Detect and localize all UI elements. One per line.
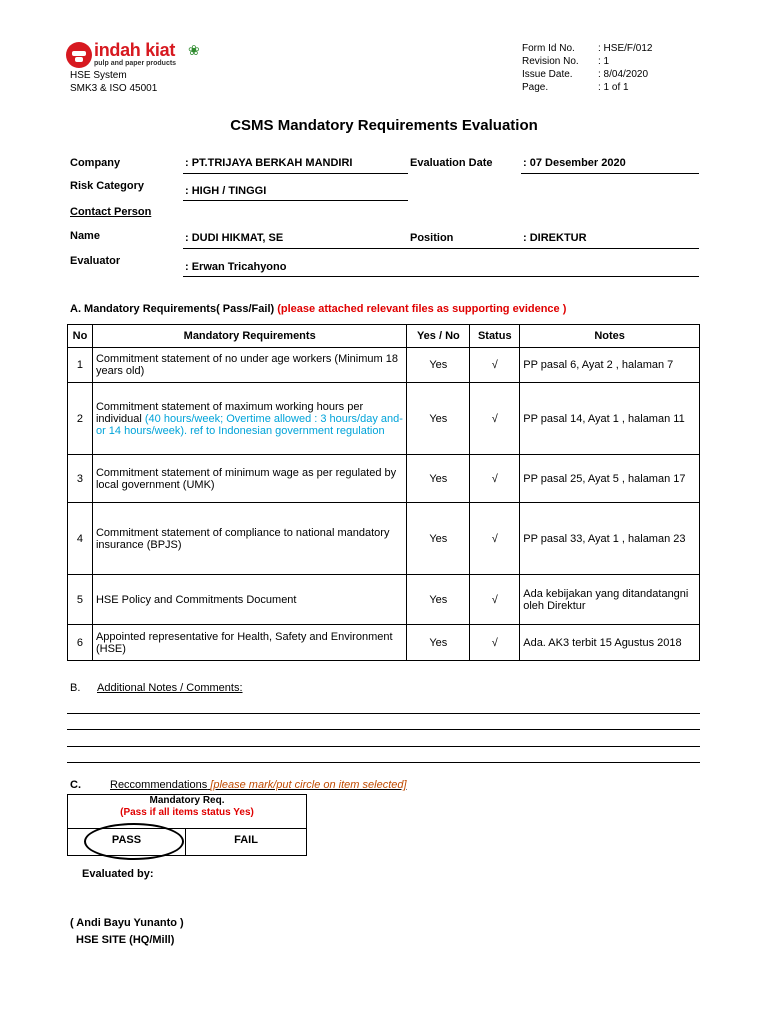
recommendation-header	[68, 795, 306, 819]
row-notes: PP pasal 6, Ayat 2 , halaman 7	[520, 348, 700, 383]
evaluation-date-label: Evaluation Date	[410, 157, 493, 169]
notes-line	[67, 746, 700, 747]
company-label: Company	[70, 157, 121, 169]
header-status: Status	[470, 325, 520, 348]
notes-line	[67, 762, 700, 763]
row-status: √	[470, 625, 520, 661]
requirement-text: Commitment statement of compliance to national mandatory insurance (BPJS)	[95, 526, 390, 551]
section-a-title: A. Mandatory Requirements( Pass/Fail)	[70, 303, 275, 315]
logo-emblem-icon	[66, 42, 92, 68]
requirement-text: Commitment statement of no under age workers (Minimum 18 years old)	[95, 353, 398, 377]
evaluated-by-label: Evaluated by:	[82, 868, 154, 880]
requirements-table	[67, 324, 700, 661]
pass-option[interactable]: PASS	[111, 834, 142, 846]
meta-value: : 1 of 1	[598, 82, 629, 93]
row-notes: PP pasal 33, Ayat 1 , halaman 23	[520, 503, 700, 575]
row-yes-no: Yes	[407, 348, 470, 383]
row-requirement	[92, 348, 406, 383]
notes-line	[67, 729, 700, 730]
system-line-1: HSE System	[70, 70, 127, 81]
section-b-title: Additional Notes / Comments:	[97, 682, 243, 694]
header-yes-no: Yes / No	[407, 325, 470, 348]
row-yes-no: Yes	[407, 383, 470, 455]
section-b-letter: B.	[70, 682, 81, 694]
row-no: 2	[68, 383, 93, 455]
row-no: 3	[68, 455, 93, 503]
meta-value: : 1	[598, 56, 610, 67]
logo-wordmark: indah kiat	[94, 40, 176, 60]
meta-key: Page.	[522, 82, 549, 93]
row-notes: Ada. AK3 terbit 15 Agustus 2018	[520, 625, 700, 661]
table-row	[68, 348, 700, 383]
row-requirement	[92, 383, 406, 455]
table-header-row	[68, 325, 700, 348]
row-status: √	[470, 575, 520, 625]
row-notes: Ada kebijakan yang ditandatangni oleh Direktur	[520, 575, 700, 625]
table-row	[68, 383, 700, 455]
meta-value: : 8/04/2020	[598, 69, 649, 80]
header-requirements: Mandatory Requirements	[92, 325, 406, 348]
contact-person-label: Contact Person	[70, 206, 152, 218]
section-c-title: Reccommendations	[110, 779, 208, 791]
requirement-text: Appointed representative for Health, Safety and Environment (HSE)	[95, 630, 393, 655]
position-value: : DIREKTUR	[523, 232, 587, 244]
row-requirement	[92, 575, 406, 625]
row-notes: PP pasal 14, Ayat 1 , halaman 11	[520, 383, 700, 455]
risk-category-label: Risk Category	[70, 180, 144, 192]
form-meta	[522, 42, 652, 94]
row-no: 1	[68, 348, 93, 383]
signer-role: HSE SITE (HQ/Mill)	[76, 934, 175, 946]
row-no: 4	[68, 503, 93, 575]
row-yes-no: Yes	[407, 455, 470, 503]
page-title: CSMS Mandatory Requirements Evaluation	[230, 117, 538, 134]
header-notes: Notes	[520, 325, 700, 348]
section-c-note: [please mark/put circle on item selected]	[210, 779, 407, 791]
table-row	[68, 575, 700, 625]
row-requirement	[92, 503, 406, 575]
notes-line	[67, 713, 700, 714]
row-status: √	[470, 348, 520, 383]
table-row	[68, 625, 700, 661]
evaluator-value: : Erwan Tricahyono	[185, 261, 287, 273]
company-value: : PT.TRIJAYA BERKAH MANDIRI	[185, 157, 353, 169]
table-row	[68, 455, 700, 503]
row-yes-no: Yes	[407, 575, 470, 625]
row-no: 5	[68, 575, 93, 625]
selection-circle	[84, 823, 184, 860]
form-meta-row	[522, 42, 652, 55]
row-status: √	[470, 383, 520, 455]
leaf-icon: ❀	[188, 42, 200, 58]
system-line-2: SMK3 & ISO 45001	[70, 83, 158, 94]
section-a-heading	[70, 303, 566, 315]
signer-name: ( Andi Bayu Yunanto )	[70, 917, 184, 929]
form-meta-row	[522, 68, 652, 81]
row-yes-no: Yes	[407, 625, 470, 661]
meta-key: Revision No.	[522, 56, 579, 67]
risk-category-value: : HIGH / TINGGI	[185, 185, 267, 197]
row-status: √	[470, 503, 520, 575]
row-status: √	[470, 455, 520, 503]
requirement-text: HSE Policy and Commitments Document	[95, 593, 297, 606]
row-yes-no: Yes	[407, 503, 470, 575]
position-label: Position	[410, 232, 454, 244]
row-requirement	[92, 455, 406, 503]
recommendation-subtitle: (Pass if all items status Yes)	[120, 807, 254, 818]
meta-key: Form Id No.	[522, 43, 575, 54]
name-label: Name	[70, 230, 100, 242]
row-notes: PP pasal 25, Ayat 5 , halaman 17	[520, 455, 700, 503]
form-meta-row	[522, 81, 652, 94]
company-logo	[66, 40, 216, 74]
section-c-heading	[110, 779, 407, 791]
form-meta-row	[522, 55, 652, 68]
header-no: No	[68, 325, 93, 348]
logo-tagline: pulp and paper products	[94, 60, 177, 67]
row-no: 6	[68, 625, 93, 661]
evaluation-date-value: : 07 Desember 2020	[523, 157, 626, 169]
meta-key: Issue Date.	[522, 69, 573, 80]
name-value: : DUDI HIKMAT, SE	[185, 232, 284, 244]
requirement-detail: (40 hours/week; Overtime allowed : 3 hours/day and-or 14 hours/week). ref to Indonesian government regulation	[95, 412, 403, 437]
section-c-letter: C.	[70, 779, 81, 791]
row-requirement	[92, 625, 406, 661]
table-row	[68, 503, 700, 575]
fail-option[interactable]: FAIL	[234, 834, 258, 846]
requirement-text: Commitment statement of maximum working hours per individual	[95, 400, 364, 425]
requirement-text: Commitment statement of minimum wage as per regulated by local government (UMK)	[95, 466, 397, 491]
evaluator-label: Evaluator	[70, 255, 121, 267]
meta-value: : HSE/F/012	[598, 43, 653, 54]
section-a-note: (please attached relevant files as supporting evidence )	[277, 303, 567, 315]
recommendation-title: Mandatory Req.	[149, 795, 225, 806]
